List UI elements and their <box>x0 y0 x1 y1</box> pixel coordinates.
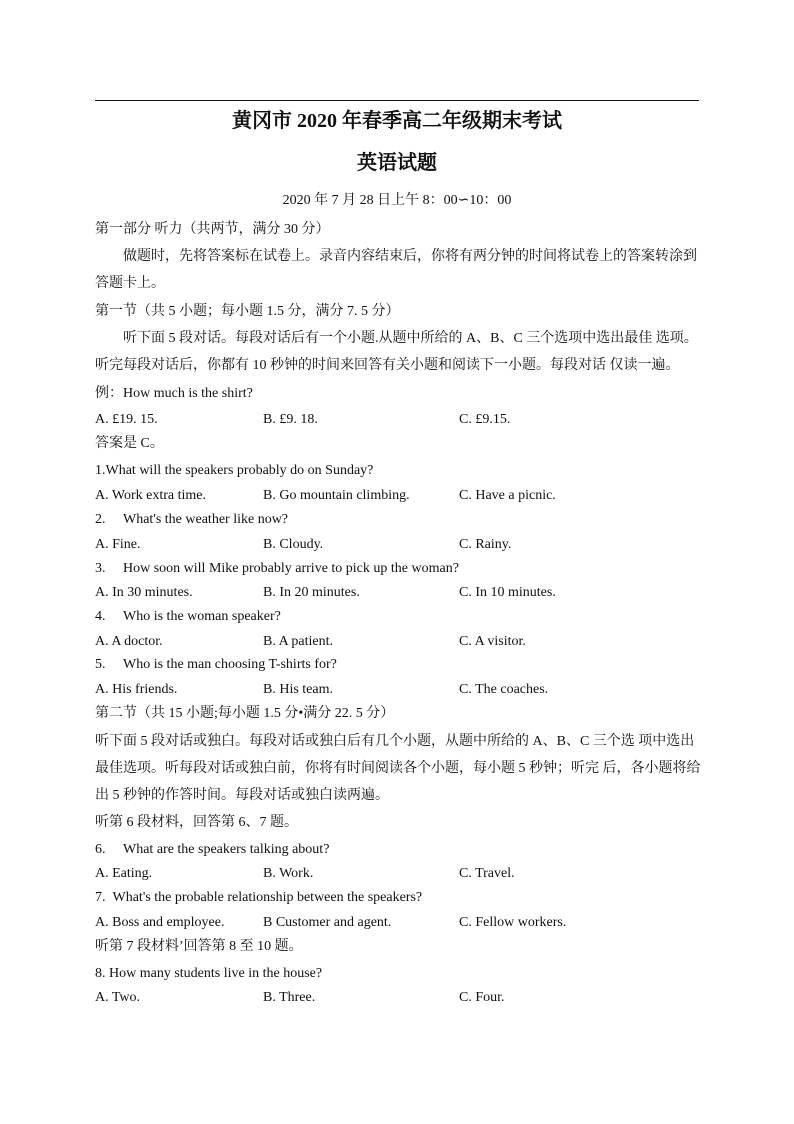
q6-option-a: A. Eating. <box>95 866 153 881</box>
exam-subtitle: 英语试题 <box>357 152 437 174</box>
q2-option-c: C. Rainy. <box>459 537 512 552</box>
q4-option-a: A. A doctor. <box>95 634 163 649</box>
question-3 <box>95 560 459 578</box>
question-number: 7. <box>95 890 106 905</box>
q3-option-b: B. In 20 minutes. <box>263 585 360 600</box>
exam-title: 黄冈市 2020 年春季高二年级期末考试 <box>232 110 562 132</box>
q8-option-c: C. Four. <box>459 990 505 1005</box>
q3-option-c: C. In 10 minutes. <box>459 585 556 600</box>
section2-instruction-line1: 听下面 5 段对话或独白。每段对话或独白后有几个小题，从题中所给的 A、B、C 三个选 项中选出 <box>95 734 695 749</box>
question-text: What's the weather like now? <box>123 512 289 527</box>
question-text: Who is the man choosing T-shirts for? <box>123 657 337 672</box>
example-option-a: A. £19. 15. <box>95 412 158 427</box>
section2-instruction-line3: 出 5 秒钟的作答时间。每段对话或独白读两遍。 <box>95 788 389 803</box>
q1-option-c: C. Have a picnic. <box>459 488 556 503</box>
q7-option-c: C. Fellow workers. <box>459 915 567 930</box>
question-2 <box>95 511 288 529</box>
q6-option-c: C. Travel. <box>459 866 515 881</box>
section1-instruction-line1: 听下面 5 段对话。每段对话后有一个小题.从题中所给的 A、B、C 三个选项中选出最佳 选项。 <box>123 331 698 346</box>
part1-heading: 第一部分 听力（共两节，满分 30 分） <box>95 222 330 237</box>
question-1 <box>95 462 373 480</box>
question-text: How soon will Mike probably arrive to pick up the woman? <box>123 561 459 576</box>
q8-option-b: B. Three. <box>263 990 316 1005</box>
material-6-heading: 听第 6 段材料，回答第 6、7 题。 <box>95 815 298 830</box>
section2-instruction-line2: 最佳选项。听每段对话或独白前，你将有时间阅读各个小题，每小题 5 秒钟；听完 后，各小题将给 <box>95 761 701 776</box>
question-number: 2. <box>95 512 106 527</box>
section1-instruction-line2: 听完每段对话后，你都有 10 秒钟的时间来回答有关小题和阅读下一小题。每段对话 仅读一遍。 <box>95 358 680 373</box>
q8-option-a: A. Two. <box>95 990 141 1005</box>
question-5 <box>95 656 337 674</box>
question-number: 3. <box>95 561 106 576</box>
q3-option-a: A. In 30 minutes. <box>95 585 193 600</box>
example-option-c: C. £9.15. <box>459 412 511 427</box>
question-4 <box>95 608 281 626</box>
q5-option-b: B. His team. <box>263 682 333 697</box>
q1-option-b: B. Go mountain climbing. <box>263 488 410 503</box>
question-number: 8. <box>95 966 106 981</box>
top-rule <box>95 100 699 101</box>
material-7-heading: 听第 7 段材料’回答第 8 至 10 题。 <box>95 939 303 954</box>
question-number: 5. <box>95 657 106 672</box>
question-7 <box>95 889 422 907</box>
q6-option-b: B. Work. <box>263 866 314 881</box>
question-text: 1.What will the speakers probably do on Sunday? <box>95 463 374 478</box>
q7-option-b: B Customer and agent. <box>263 915 392 930</box>
example-option-b: B. £9. 18. <box>263 412 318 427</box>
q7-option-a: A. Boss and employee. <box>95 915 225 930</box>
q1-option-a: A. Work extra time. <box>95 488 206 503</box>
part1-instruction-line2: 答题卡上。 <box>95 276 165 291</box>
q4-option-c: C. A visitor. <box>459 634 526 649</box>
question-6 <box>95 841 329 859</box>
q2-option-a: A. Fine. <box>95 537 141 552</box>
section1-heading: 第一节（共 5 小题；每小题 1.5 分，满分 7. 5 分） <box>95 304 400 319</box>
question-text: How many students live in the house? <box>109 966 323 981</box>
question-text: Who is the woman speaker? <box>123 609 281 624</box>
question-8 <box>95 965 322 983</box>
question-text: What are the speakers talking about? <box>123 842 330 857</box>
q5-option-c: C. The coaches. <box>459 682 549 697</box>
section2-heading: 第二节（共 15 小题;每小题 1.5 分•满分 22. 5 分） <box>95 706 395 721</box>
exam-datetime: 2020 年 7 月 28 日上午 8：00∽10：00 <box>282 193 512 208</box>
question-text: What's the probable relationship between the speakers? <box>112 890 423 905</box>
example-question: 例：How much is the shirt? <box>95 386 253 401</box>
part1-instruction-line1: 做题时，先将答案标在试卷上。录音内容结束后，你将有两分钟的时间将试卷上的答案转涂到 <box>123 249 697 264</box>
q2-option-b: B. Cloudy. <box>263 537 324 552</box>
q4-option-b: B. A patient. <box>263 634 333 649</box>
question-number: 4. <box>95 609 106 624</box>
question-number: 6. <box>95 842 106 857</box>
q5-option-a: A. His friends. <box>95 682 178 697</box>
example-answer: 答案是 C。 <box>95 436 164 451</box>
